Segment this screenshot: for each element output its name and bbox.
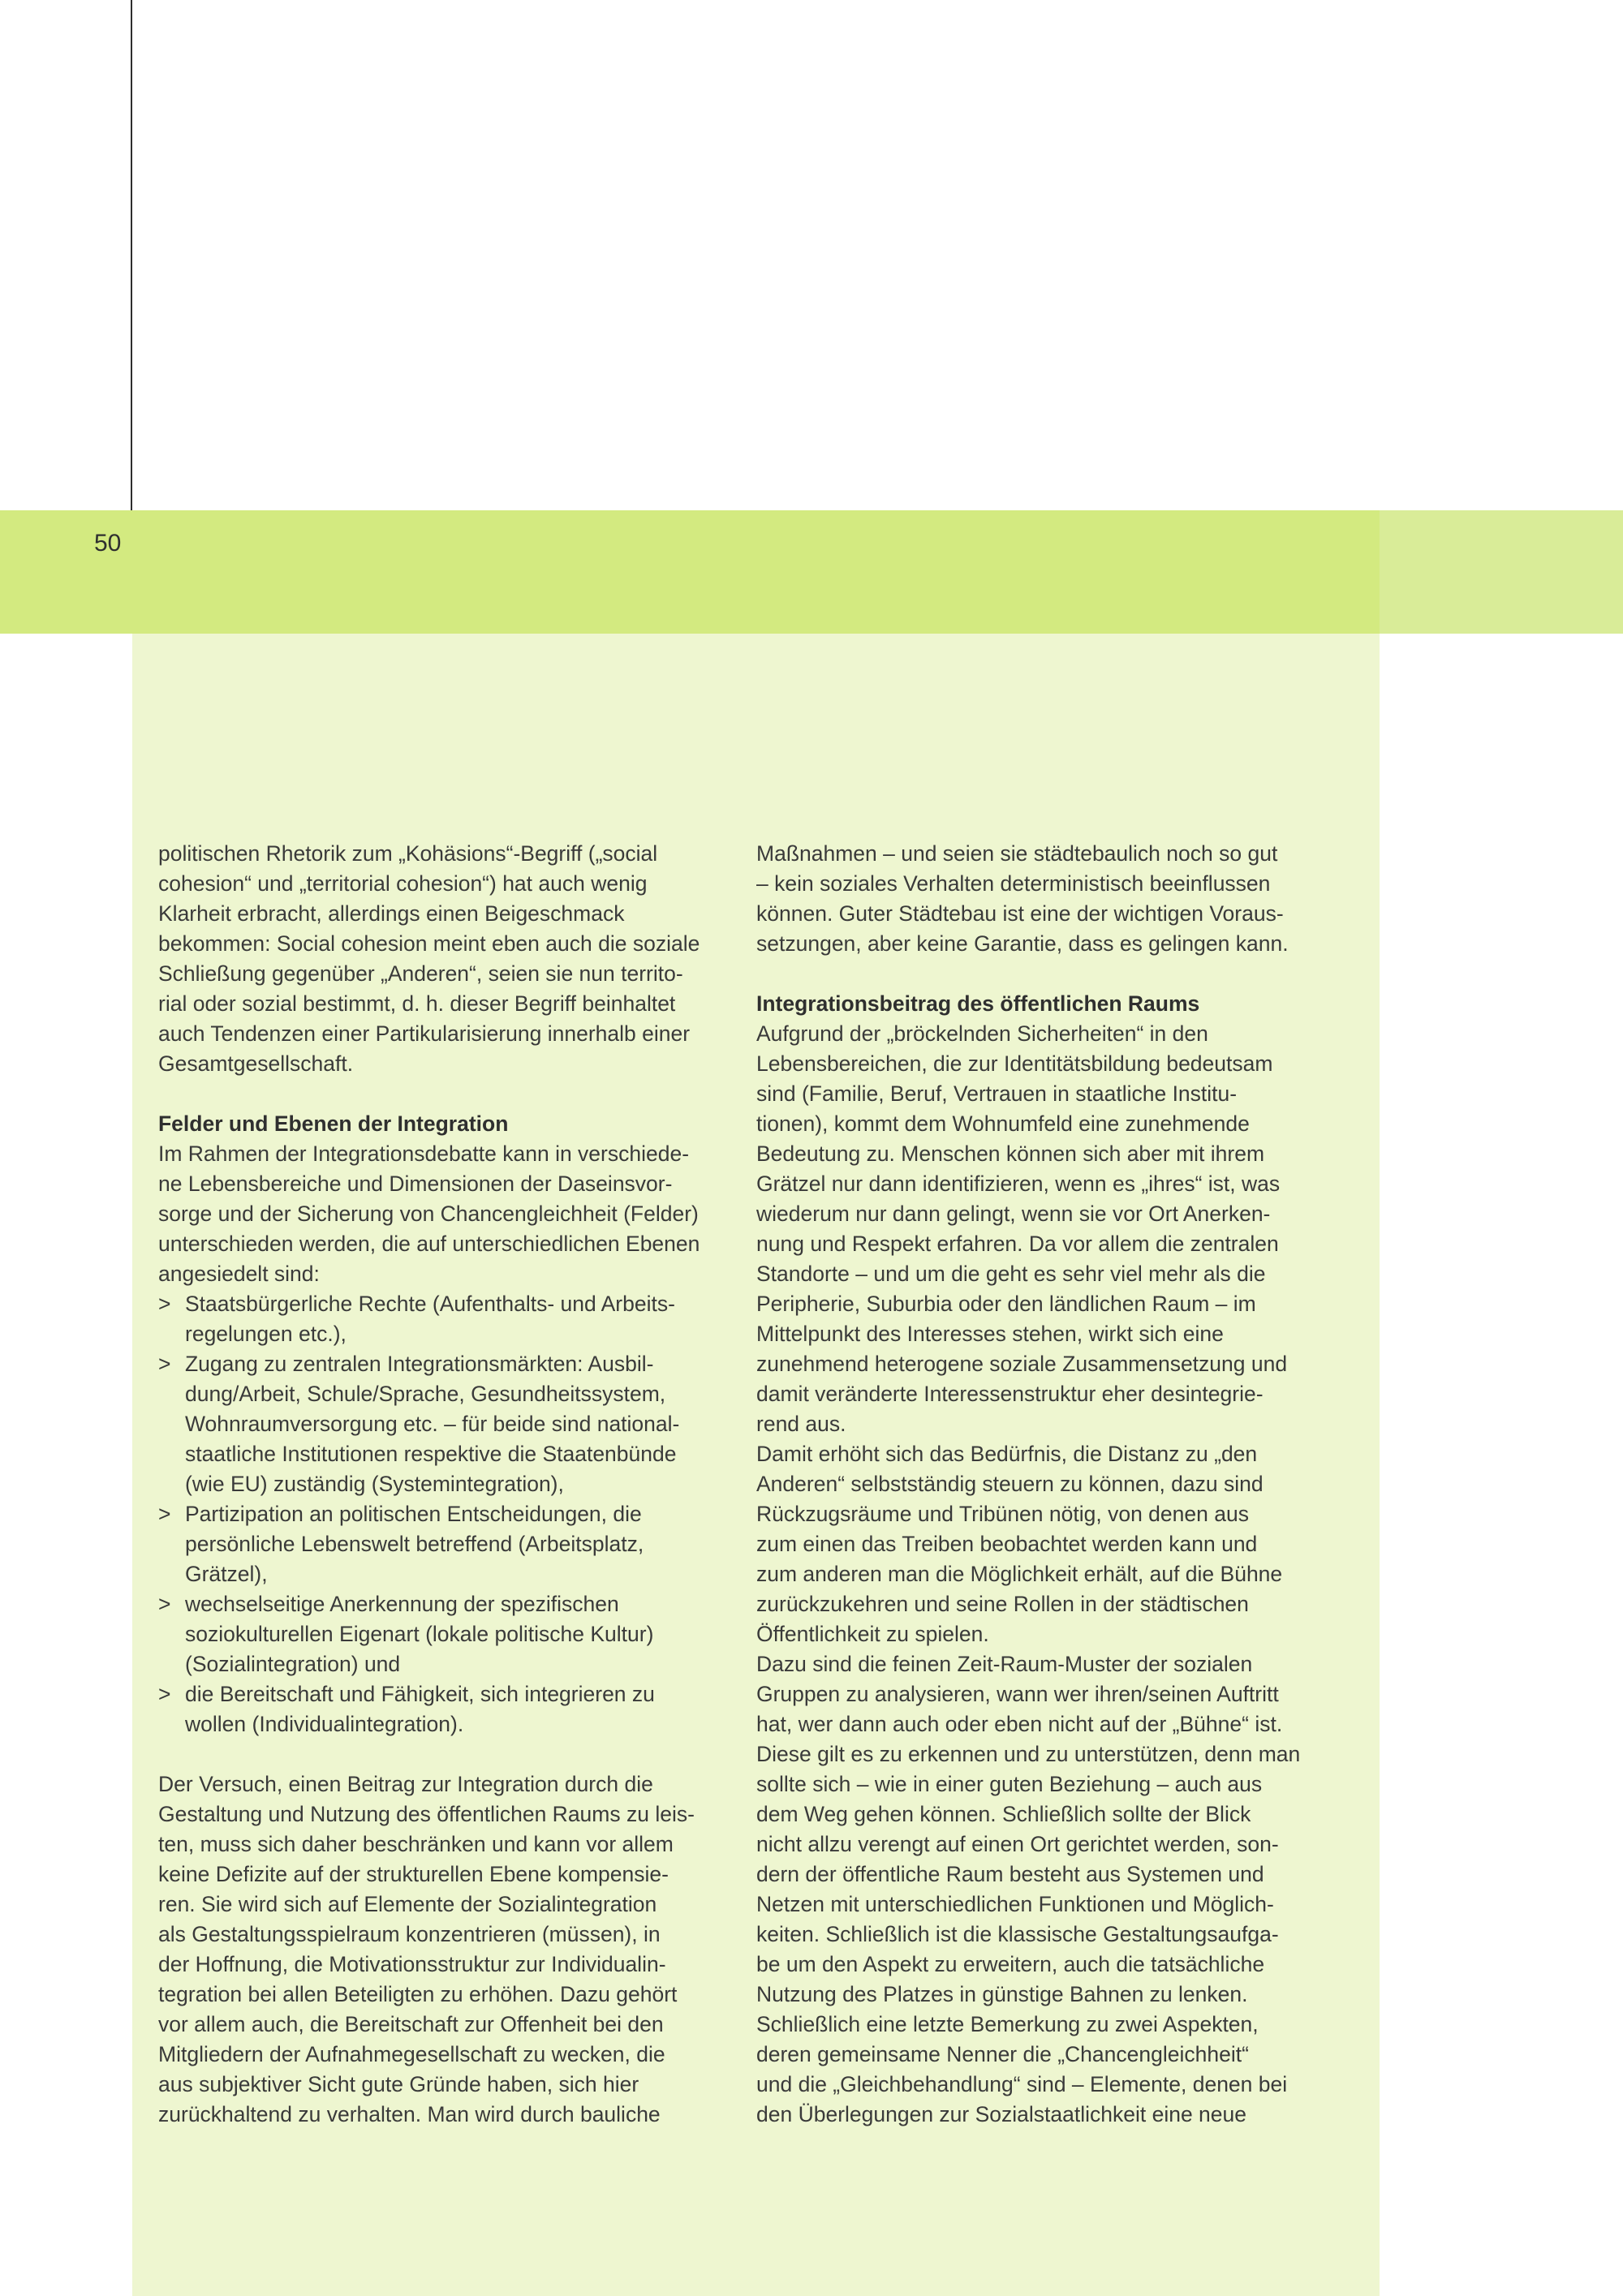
right-intro-paragraph — [756, 839, 1341, 959]
text-line: den Überlegungen zur Sozialstaatlichkeit eine neue — [756, 2102, 1247, 2126]
text-line: Aufgrund der „bröckelnden Sicherheiten“ in den — [756, 1021, 1208, 1046]
list-item-line: Partizipation an politischen Entscheidungen, die — [185, 1502, 642, 1526]
list-item-line: Wohnraumversorgung etc. – für beide sind national- — [185, 1412, 680, 1436]
text-line: Standorte – und um die geht es sehr viel mehr als die — [756, 1262, 1266, 1286]
text-line: – kein soziales Verhalten deterministisch beeinflussen — [756, 871, 1271, 896]
text-line: dem Weg gehen können. Schließlich sollte der Blick — [756, 1802, 1251, 1826]
page-number: 50 — [94, 530, 122, 557]
bullet-marker: > — [158, 1352, 171, 1376]
text-line: bekommen: Social cohesion meint eben auch die soziale — [158, 931, 700, 956]
list-item-line: regelungen etc.), — [185, 1322, 347, 1346]
text-line: Gestaltung und Nutzung des öffentlichen Raums zu leis- — [158, 1802, 695, 1826]
text-line: Gruppen zu analysieren, wann wer ihren/seinen Auftritt — [756, 1682, 1279, 1706]
text-line: tionen), kommt dem Wohnumfeld eine zunehmende — [756, 1111, 1250, 1136]
text-line: der Hoffnung, die Motivationsstruktur zur Individualin- — [158, 1952, 666, 1976]
list-item-line: Grätzel), — [185, 1562, 268, 1586]
text-line: zunehmend heterogene soziale Zusammensetzung und — [756, 1352, 1288, 1376]
paragraph-gap — [756, 959, 1341, 989]
text-line: Dazu sind die feinen Zeit-Raum-Muster der sozialen — [756, 1652, 1253, 1676]
text-line: Gesamtgesellschaft. — [158, 1051, 354, 1076]
section-heading-felder: Felder und Ebenen der Integration — [158, 1111, 509, 1136]
text-line: setzungen, aber keine Garantie, dass es gelingen kann. — [756, 931, 1289, 956]
list-item-line: (Sozialintegration) und — [185, 1652, 401, 1676]
list-item — [158, 1289, 743, 1349]
text-line: Anderen“ selbstständig steuern zu können, dazu sind — [756, 1472, 1264, 1496]
text-line: Peripherie, Suburbia oder den ländlichen Raum – im — [756, 1292, 1256, 1316]
paragraph-gap — [158, 1079, 743, 1109]
text-line: Der Versuch, einen Beitrag zur Integration durch die — [158, 1772, 653, 1796]
text-line: können. Guter Städtebau ist eine der wichtigen Voraus- — [756, 901, 1284, 926]
text-line: tegration bei allen Beteiligten zu erhöhen. Dazu gehört — [158, 1982, 678, 2006]
bullet-marker: > — [158, 1502, 171, 1526]
list-item — [158, 1679, 743, 1739]
text-line: nicht allzu verengt auf einen Ort gerichtet werden, son- — [756, 1832, 1279, 1856]
bullet-marker: > — [158, 1292, 171, 1316]
text-line: Öffentlichkeit zu spielen. — [756, 1622, 989, 1646]
text-line: politischen Rhetorik zum „Kohäsions“-Begriff („social — [158, 841, 658, 866]
list-item-line: dung/Arbeit, Schule/Sprache, Gesundheitssystem, — [185, 1382, 666, 1406]
text-line: auch Tendenzen einer Partikularisierung innerhalb einer — [158, 1021, 691, 1046]
text-line: damit veränderte Interessenstruktur eher desintegrie- — [756, 1382, 1264, 1406]
text-line: deren gemeinsame Nenner die „Chancengleichheit“ — [756, 2042, 1249, 2066]
text-line: Im Rahmen der Integrationsdebatte kann in verschiede- — [158, 1142, 690, 1166]
text-line: Bedeutung zu. Menschen können sich aber mit ihrem — [756, 1142, 1265, 1166]
text-line: sorge und der Sicherung von Chancengleichheit (Felder) — [158, 1202, 699, 1226]
text-line: als Gestaltungsspielraum konzentrieren (müssen), in — [158, 1922, 661, 1946]
text-line: Klarheit erbracht, allerdings einen Beigeschmack — [158, 901, 625, 926]
text-line: Mittelpunkt des Interesses stehen, wirkt sich eine — [756, 1322, 1224, 1346]
text-line: vor allem auch, die Bereitschaft zur Offenheit bei den — [158, 2012, 664, 2036]
list-item-line: (wie EU) zuständig (Systemintegration), — [185, 1472, 564, 1496]
text-line: rend aus. — [756, 1412, 846, 1436]
list-item-line: die Bereitschaft und Fähigkeit, sich integrieren zu — [185, 1682, 655, 1706]
text-line: sollte sich – wie in einer guten Beziehung – auch aus — [756, 1772, 1263, 1796]
list-item-line: soziokulturellen Eigenart (lokale politische Kultur) — [185, 1622, 654, 1646]
text-line: zum einen das Treiben beobachtet werden kann und — [756, 1532, 1258, 1556]
text-line: ren. Sie wird sich auf Elemente der Sozialintegration — [158, 1892, 657, 1916]
text-line: Schließlich eine letzte Bemerkung zu zwei Aspekten, — [756, 2012, 1259, 2036]
bullet-marker: > — [158, 1592, 171, 1616]
right-column — [756, 839, 1341, 2130]
right-section-paragraph — [756, 1019, 1341, 2130]
text-line: Netzen mit unterschiedlichen Funktionen und Möglich- — [756, 1892, 1274, 1916]
text-line: rial oder sozial bestimmt, d. h. dieser Begriff beinhaltet — [158, 991, 676, 1016]
list-item-line: Zugang zu zentralen Integrationsmärkten: Ausbil- — [185, 1352, 654, 1376]
left-closing-paragraph — [158, 1769, 743, 2130]
text-line: Grätzel nur dann identifizieren, wenn es „ihres“ ist, was — [756, 1172, 1281, 1196]
text-line: Mitgliedern der Aufnahmegesellschaft zu wecken, die — [158, 2042, 665, 2066]
header-band-edge — [1380, 510, 1623, 634]
paragraph-gap — [158, 1739, 743, 1769]
text-line: Schließung gegenüber „Anderen“, seien sie nun territo- — [158, 961, 683, 986]
text-line: Maßnahmen – und seien sie städtebaulich noch so gut — [756, 841, 1278, 866]
integration-fields-list — [158, 1289, 743, 1739]
left-intro-paragraph — [158, 839, 743, 1079]
list-item-line: wollen (Individualintegration). — [185, 1712, 464, 1736]
list-item — [158, 1499, 743, 1589]
list-item-line: staatliche Institutionen respektive die Staatenbünde — [185, 1442, 677, 1466]
text-line: Damit erhöht sich das Bedürfnis, die Distanz zu „den — [756, 1442, 1258, 1466]
text-line: Diese gilt es zu erkennen und zu unterstützen, denn man — [756, 1742, 1301, 1766]
section-heading-integrationsbeitrag: Integrationsbeitrag des öffentlichen Raums — [756, 991, 1200, 1016]
text-line: wiederum nur dann gelingt, wenn sie vor Ort Anerken- — [756, 1202, 1271, 1226]
list-item-line: Staatsbürgerliche Rechte (Aufenthalts- und Arbeits- — [185, 1292, 675, 1316]
text-line: zum anderen man die Möglichkeit erhält, auf die Bühne — [756, 1562, 1283, 1586]
left-section-paragraph — [158, 1139, 743, 1289]
text-line: be um den Aspekt zu erweitern, auch die tatsächliche — [756, 1952, 1265, 1976]
text-line: Lebensbereichen, die zur Identitätsbildung bedeutsam — [756, 1051, 1273, 1076]
text-line: unterschieden werden, die auf unterschiedlichen Ebenen — [158, 1232, 700, 1256]
text-line: cohesion“ und „territorial cohesion“) hat auch wenig — [158, 871, 648, 896]
text-line: zurückhaltend zu verhalten. Man wird durch bauliche — [158, 2102, 661, 2126]
text-line: zurückzukehren und seine Rollen in der städtischen — [756, 1592, 1249, 1616]
text-line: aus subjektiver Sicht gute Gründe haben, sich hier — [158, 2072, 639, 2096]
list-item — [158, 1349, 743, 1499]
list-item — [158, 1589, 743, 1679]
list-item-line: wechselseitige Anerkennung der spezifischen — [185, 1592, 619, 1616]
list-item-line: persönliche Lebenswelt betreffend (Arbeitsplatz, — [185, 1532, 644, 1556]
text-line: Rückzugsräume und Tribünen nötig, von denen aus — [756, 1502, 1249, 1526]
text-line: und die „Gleichbehandlung“ sind – Elemente, denen bei — [756, 2072, 1288, 2096]
text-line: nung und Respekt erfahren. Da vor allem die zentralen — [756, 1232, 1279, 1256]
text-line: keine Defizite auf der strukturellen Ebene kompensie- — [158, 1862, 669, 1886]
text-line: keiten. Schließlich ist die klassische Gestaltungsaufga- — [756, 1922, 1279, 1946]
text-line: angesiedelt sind: — [158, 1262, 320, 1286]
text-line: ne Lebensbereiche und Dimensionen der Daseinsvor- — [158, 1172, 673, 1196]
text-line: Nutzung des Platzes in günstige Bahnen zu lenken. — [756, 1982, 1248, 2006]
bullet-marker: > — [158, 1682, 171, 1706]
left-column — [158, 839, 743, 2130]
text-line: ten, muss sich daher beschränken und kann vor allem — [158, 1832, 674, 1856]
text-line: sind (Familie, Beruf, Vertrauen in staatliche Institu- — [756, 1081, 1238, 1106]
text-line: hat, wer dann auch oder eben nicht auf der „Bühne“ ist. — [756, 1712, 1283, 1736]
text-line: dern der öffentliche Raum besteht aus Systemen und — [756, 1862, 1264, 1886]
